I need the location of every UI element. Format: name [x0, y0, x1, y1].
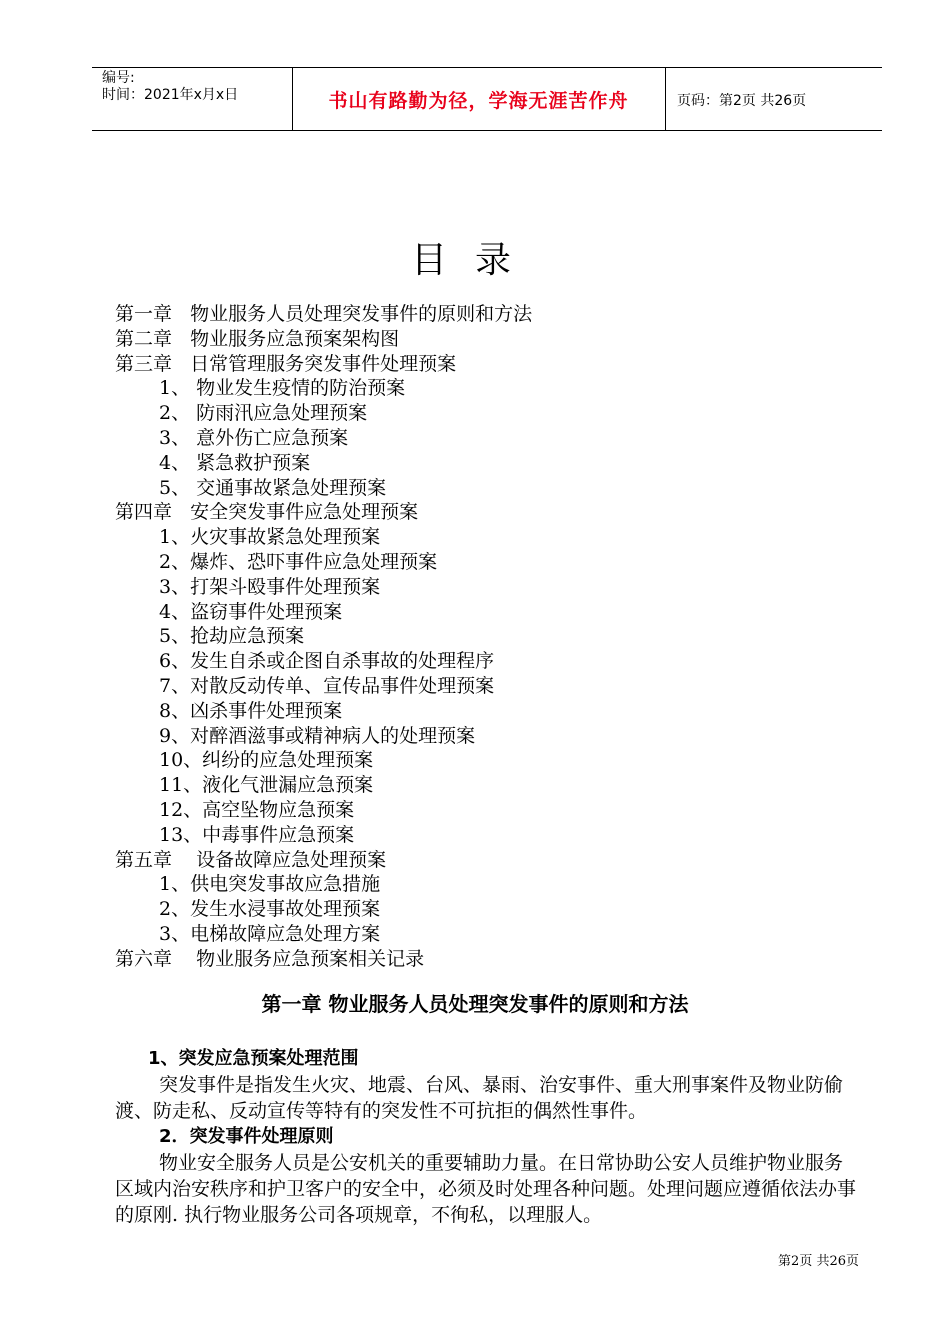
toc-subitem: 3、电梯故障应急处理方案: [159, 922, 381, 945]
toc-subitem: 7、对散反动传单、宣传品事件处理预案: [159, 674, 495, 697]
chapter-heading: 第一章 物业服务人员处理突发事件的原则和方法: [261, 992, 689, 1016]
page-footer: 第2页 共26页: [778, 1254, 859, 1269]
section-2: [115, 1124, 860, 1228]
toc-subitem: 8、凶杀事件处理预案: [159, 699, 343, 722]
toc-subitem: 2、爆炸、恐吓事件应急处理预案: [159, 550, 438, 573]
toc-subitem: 4、 紧急救护预案: [159, 451, 311, 474]
table-of-contents: [115, 302, 532, 972]
toc-subitem: 2、 防雨汛应急处理预案: [159, 402, 368, 425]
toc-subitem: 10、纠纷的应急处理预案: [159, 749, 374, 772]
toc-title: 目录: [410, 240, 539, 281]
toc-chapter-item: 第六章 物业服务应急预案相关记录: [115, 947, 425, 970]
toc-subitem: 3、打架斗殴事件处理预案: [159, 575, 381, 598]
toc-subitem: 3、 意外伤亡应急预案: [159, 426, 349, 449]
header-code-label: 编号:: [102, 70, 135, 86]
toc-subitem: 6、发生自杀或企图自杀事故的处理程序: [159, 650, 495, 673]
toc-subitem: 2、发生水浸事故处理预案: [159, 898, 381, 921]
toc-chapter-item: 第三章 日常管理服务突发事件处理预案: [115, 352, 457, 375]
toc-subitem: 1、供电突发事故应急措施: [159, 873, 381, 896]
toc-subitem: 1、 物业发生疫情的防治预案: [159, 377, 406, 400]
header-divider-right: [665, 68, 666, 130]
toc-subitem: 1、火灾事故紧急处理预案: [159, 526, 381, 549]
toc-chapter-item: 第四章 安全突发事件应急处理预案: [115, 501, 419, 524]
toc-subitem: 4、盗窃事件处理预案: [159, 600, 343, 623]
header-meta: [102, 70, 238, 104]
toc-chapter-item: 第一章 物业服务人员处理突发事件的原则和方法: [115, 303, 533, 325]
section-1: [115, 1046, 860, 1124]
toc-subitem: 12、高空坠物应急预案: [159, 798, 355, 821]
toc-subitem: 5、抢劫应急预案: [159, 625, 305, 648]
section-1-paragraph: 突发事件是指发生火灾、地震、台风、暴雨、治安事件、重大刑事案件及物业防偷渡、防走私、反动宣传等特有的突发性不可抗拒的偶然性事件。: [115, 1074, 844, 1122]
header-page-info: 页码：第2页 共26页: [677, 93, 807, 109]
section-1-heading: 1、突发应急预案处理范围: [148, 1048, 359, 1069]
toc-subitem: 11、液化气泄漏应急预案: [159, 774, 374, 797]
toc-subitem: 13、中毒事件应急预案: [159, 823, 355, 846]
header-time: 时间：2021年x月x日: [102, 87, 239, 103]
section-2-paragraph: 物业安全服务人员是公安机关的重要辅助力量。在日常协助公安人员维护物业服务区域内治安秩序和护卫客户的安全中，必须及时处理各种问题。处理问题应遵循依法办事的原刚. 执行物业服务公司各项规章，不徇私，以理服人。: [115, 1152, 857, 1226]
page-header: [92, 67, 882, 131]
toc-subitem: 5、 交通事故紧急处理预案: [159, 476, 387, 499]
toc-chapter-item: 第二章 物业服务应急预案架构图: [115, 327, 400, 350]
toc-subitem: 9、对醉酒滋事或精神病人的处理预案: [159, 724, 476, 747]
toc-chapter-item: 第五章 设备故障应急处理预案: [115, 848, 387, 871]
header-motto: 书山有路勤为径，学海无涯苦作舟: [328, 89, 629, 112]
section-2-heading: 2．突发事件处理原则: [159, 1126, 334, 1147]
